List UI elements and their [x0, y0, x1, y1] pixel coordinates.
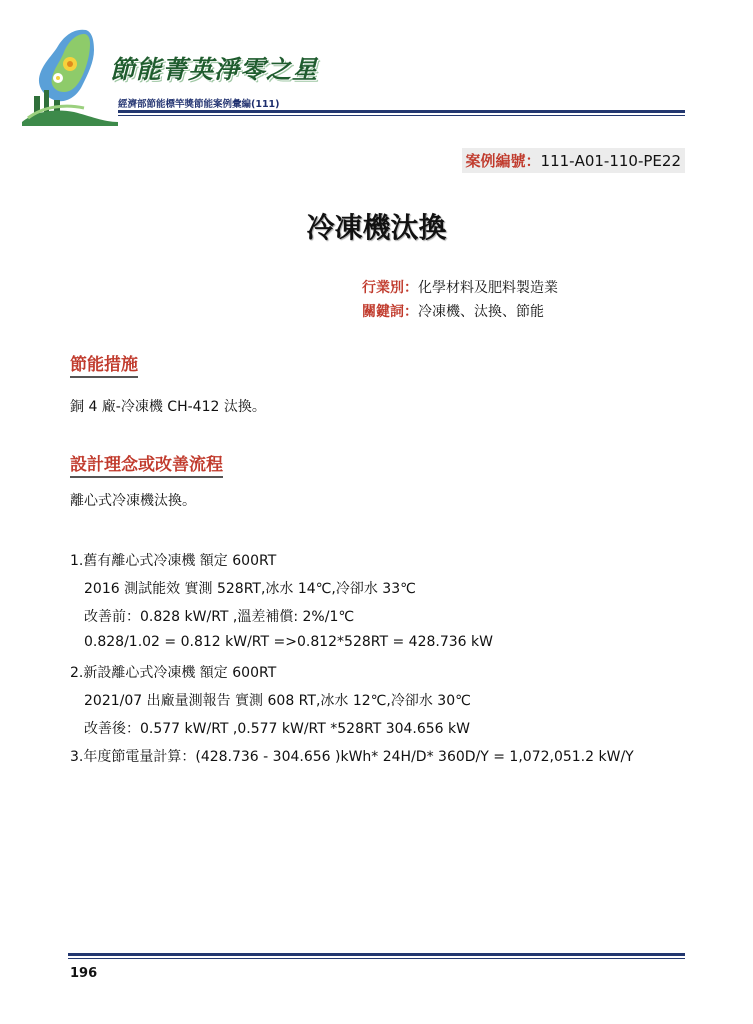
section-heading-design: 設計理念或改善流程 — [70, 450, 223, 478]
meta-block — [362, 276, 558, 324]
keywords-value: 冷凍機、汰換、節能 — [418, 304, 544, 320]
industry-row — [362, 276, 558, 300]
design-line: 2021/07 出廠量測報告 實測 608 RT,冰水 12℃,冷卻水 30℃ — [84, 693, 471, 709]
case-number-label: 案例編號： — [465, 152, 541, 170]
brand-subtitle: 經濟部節能標竿獎節能案例彙編(111) — [118, 99, 280, 110]
design-line: 3.年度節電量計算：(428.736 - 304.656 )kWh* 24H/D* 360D/Y = 1,072,051.2 kW/Y — [70, 749, 634, 765]
design-line: 1.舊有離心式冷凍機 額定 600RT — [70, 553, 277, 569]
design-line: 2016 測試能效 實測 528RT,冰水 14℃,冷卻水 33℃ — [84, 581, 416, 597]
case-number-box — [462, 148, 685, 173]
keywords-row — [362, 300, 558, 324]
keywords-label: 關鍵詞： — [362, 304, 418, 320]
taiwan-leaf-logo-icon — [14, 22, 124, 132]
header-rule-thick — [118, 110, 685, 113]
page-number: 196 — [70, 966, 98, 981]
design-line: 改善前：0.828 kW/RT ,溫差補償: 2%/1℃ — [84, 609, 355, 625]
industry-label: 行業別： — [362, 280, 418, 296]
page-header — [0, 0, 753, 140]
footer-rule-thin — [68, 958, 685, 959]
header-rule-thin — [118, 115, 685, 116]
case-number-value: 111-A01-110-PE22 — [540, 152, 681, 170]
design-intro: 離心式冷凍機汰換。 — [70, 493, 196, 509]
measures-text: 銅 4 廠-冷凍機 CH-412 汰換。 — [70, 399, 266, 415]
industry-value: 化學材料及肥料製造業 — [418, 280, 558, 296]
design-line: 0.828/1.02 = 0.812 kW/RT =>0.812*528RT = 428.736 kW — [84, 634, 493, 650]
brand-title: 節能菁英淨零之星 — [110, 55, 319, 84]
design-line: 2.新設離心式冷凍機 額定 600RT — [70, 665, 277, 681]
footer-rule-thick — [68, 953, 685, 956]
design-line: 改善後：0.577 kW/RT ,0.577 kW/RT *528RT 304.656 kW — [84, 721, 470, 737]
section-heading-measures: 節能措施 — [70, 350, 138, 378]
page-title: 冷凍機汰換 — [306, 211, 447, 244]
